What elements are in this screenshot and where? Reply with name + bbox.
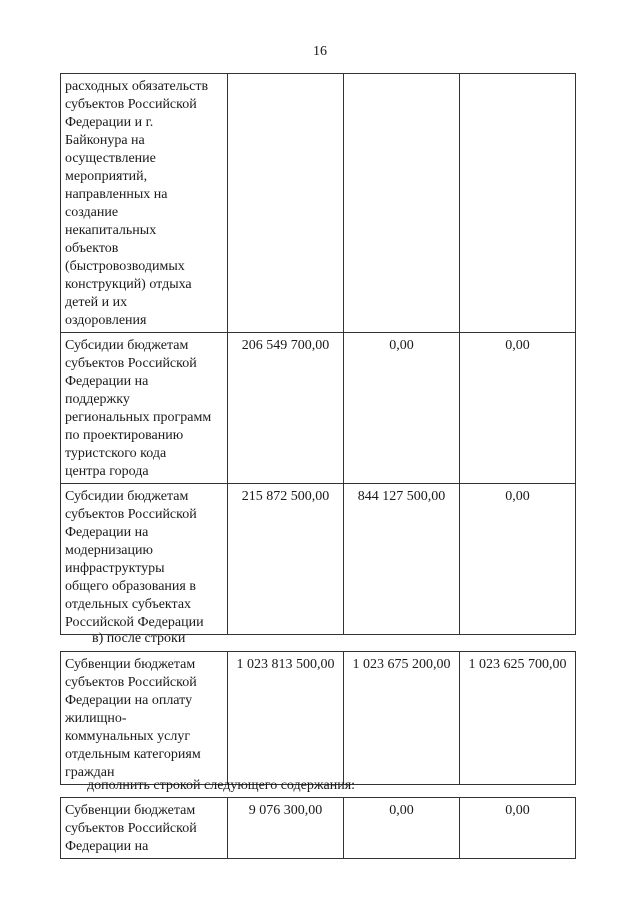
value-col-1: 9 076 300,00 [228, 798, 344, 859]
description-line: граждан [65, 765, 115, 780]
value-col-1: 215 872 500,00 [228, 484, 344, 635]
description-line: инфраструктуры [65, 561, 165, 576]
page-number: 16 [313, 44, 327, 59]
value-col-1: 206 549 700,00 [228, 333, 344, 484]
description-line: жилищно- [65, 711, 127, 726]
description-line: Субвенции бюджетам [65, 657, 196, 672]
description-line: центра города [65, 464, 149, 479]
row-description [61, 798, 228, 859]
value-col-3: 0,00 [460, 484, 576, 635]
description-line: общего образования в [65, 579, 196, 594]
description-line: (быстровозводимых [65, 259, 185, 274]
value-col-3 [460, 74, 576, 333]
row-description [61, 74, 228, 333]
description-line: Федерации и г. [65, 115, 154, 130]
description-line: мероприятий, [65, 169, 148, 184]
description-line: субъектов Российской [65, 821, 197, 836]
description-line: модернизацию [65, 543, 153, 558]
description-line: субъектов Российской [65, 97, 197, 112]
budget-table-continued [60, 73, 576, 635]
value-col-1: 1 023 813 500,00 [228, 652, 344, 785]
description-line: коммунальных услуг [65, 729, 191, 744]
description-line: поддержку [65, 392, 130, 407]
value-col-3: 1 023 625 700,00 [460, 652, 576, 785]
description-line: Субсидии бюджетам [65, 489, 189, 504]
description-line: Байконура на [65, 133, 145, 148]
description-line: отдельных субъектах [65, 597, 192, 612]
value-col-1 [228, 74, 344, 333]
description-line: субъектов Российской [65, 507, 197, 522]
value-col-2: 844 127 500,00 [344, 484, 460, 635]
value-col-3: 0,00 [460, 333, 576, 484]
description-line: субъектов Российской [65, 675, 197, 690]
description-line: расходных обязательств [65, 79, 209, 94]
row-description [61, 652, 228, 785]
table-row [61, 333, 576, 484]
description-line: конструкций) отдыха [65, 277, 192, 292]
table-row [61, 484, 576, 635]
description-line: отдельным категориям [65, 747, 201, 762]
value-col-3: 0,00 [460, 798, 576, 859]
description-line: региональных программ [65, 410, 212, 425]
description-line: детей и их [65, 295, 128, 310]
description-line: осуществление [65, 151, 156, 166]
description-line: оздоровления [65, 313, 147, 328]
description-line: создание [65, 205, 119, 220]
description-line: направленных на [65, 187, 168, 202]
description-line: Федерации на оплату [65, 693, 193, 708]
value-col-2: 0,00 [344, 333, 460, 484]
description-line: Субвенции бюджетам [65, 803, 196, 818]
description-line: субъектов Российской [65, 356, 197, 371]
description-line: Федерации на [65, 374, 149, 389]
table-row [61, 74, 576, 333]
description-line: по проектированию [65, 428, 184, 443]
instruction-after-row: в) после строки [92, 631, 186, 646]
description-line: Субсидии бюджетам [65, 338, 189, 353]
instruction-add-row: дополнить строкой следующего содержания: [87, 778, 356, 793]
description-line: Федерации на [65, 839, 149, 854]
row-description [61, 484, 228, 635]
value-col-2 [344, 74, 460, 333]
description-line: некапитальных [65, 223, 157, 238]
description-line: туристского кода [65, 446, 167, 461]
new-row-table [60, 797, 576, 859]
table-row [61, 652, 576, 785]
value-col-2: 1 023 675 200,00 [344, 652, 460, 785]
row-description [61, 333, 228, 484]
table-row [61, 798, 576, 859]
description-line: Федерации на [65, 525, 149, 540]
existing-row-table [60, 651, 576, 785]
description-line: объектов [65, 241, 119, 256]
value-col-2: 0,00 [344, 798, 460, 859]
description-line: Российской Федерации [65, 615, 204, 630]
